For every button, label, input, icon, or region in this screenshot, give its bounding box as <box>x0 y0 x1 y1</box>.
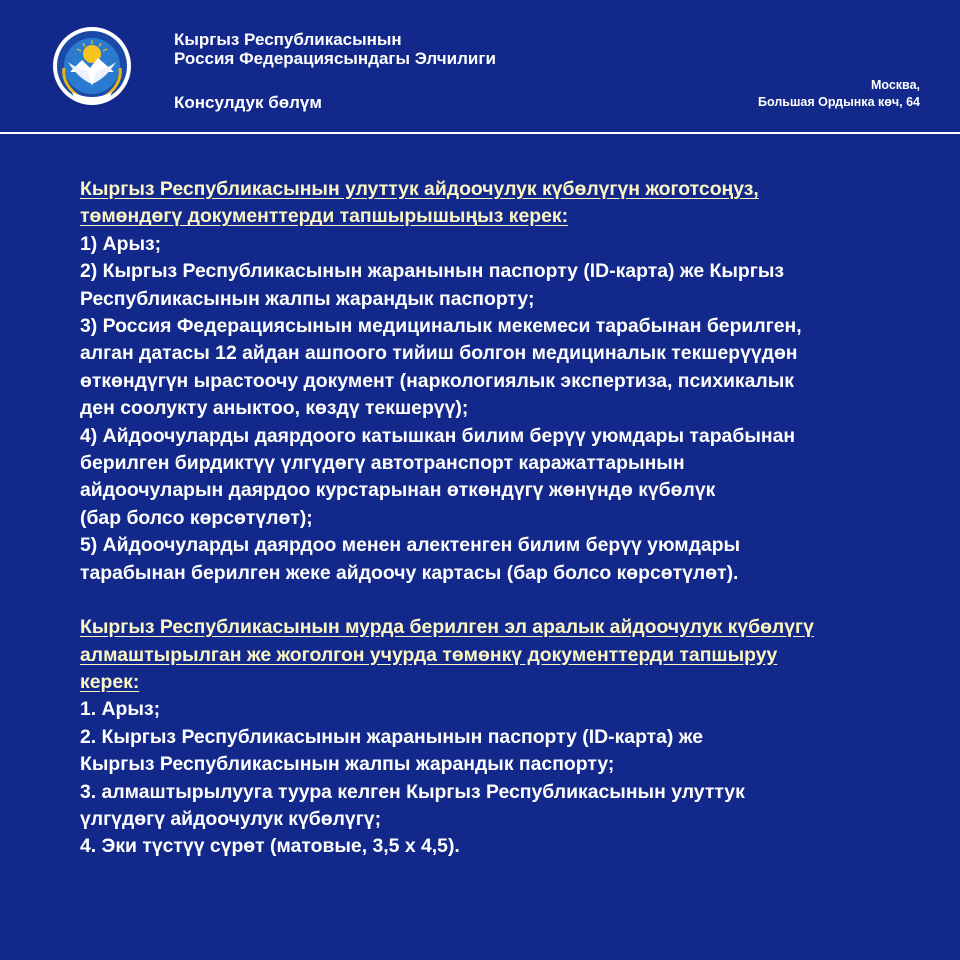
section-title-line: алмаштырылган же жоголгон учурда төмөнкү документтерди тапшыруу <box>80 643 778 666</box>
list-item-line: 3) Россия Федерациясынын медициналык мекемеси тарабынан берилген, <box>80 315 802 338</box>
section-title-line: Кыргыз Республикасынын мурда берилген эл аралык айдоочулук күбөлүгү <box>80 616 814 639</box>
page-header <box>0 0 960 134</box>
address-street: Большая Ордынка көч, 64 <box>758 95 920 109</box>
list-item-line: 2) Кыргыз Республикасынын жаранынын паспорту (ID-карта) же Кыргыз <box>80 260 785 283</box>
header-divider <box>0 132 960 134</box>
list-item-line: 4. Эки түстүү сүрөт (матовые, 3,5 х 4,5). <box>80 835 460 858</box>
section-title-line: керек: <box>80 670 140 693</box>
list-item-line: Республикасынын жалпы жарандык паспорту; <box>80 287 535 310</box>
section-international-license <box>80 614 930 861</box>
section-title-line: төмөндөгү документтерди тапшырышыңыз керек: <box>80 205 569 228</box>
section-title-line: Кыргыз Республикасынын улуттук айдоочулук күбөлүгүн жоготсоңуз, <box>80 178 759 200</box>
list-item-line: ден соолукту аныктоо, көздү текшерүү); <box>80 397 469 420</box>
embassy-name-line1: Кыргыз Республикасынын <box>174 30 402 49</box>
list-item-line: алган датасы 12 айдан ашпоого тийиш болгон медициналык текшерүүдөн <box>80 342 798 365</box>
list-item-line: айдоочуларын даярдоо курстарынан өткөндүгү жөнүндө күбөлүк <box>80 479 716 502</box>
list-item-line: үлгүдөгү айдоочулук күбөлүгү; <box>80 807 382 830</box>
list-item-line: 2. Кыргыз Республикасынын жаранынын паспорту (ID-карта) же <box>80 725 704 748</box>
list-item-line: 4) Айдоочуларды даярдоого катышкан билим берүү уюмдары тарабынан <box>80 424 796 447</box>
list-item-line: 5) Айдоочуларды даярдоо менен алектенген билим берүү уюмдары <box>80 534 741 557</box>
section-spacer <box>80 587 930 614</box>
address-city: Москва, <box>870 78 920 92</box>
kyrgyz-emblem-icon <box>52 26 132 106</box>
list-item-line: тарабынан берилген жеке айдоочу картасы (бар болсо көрсөтүлөт). <box>80 561 739 584</box>
department-name: Консулдук бөлүм <box>174 93 322 112</box>
list-item-line: Кыргыз Республикасынын жалпы жарандык паспорту; <box>80 753 615 776</box>
list-item-line: 3. алмаштырылууга туура келген Кыргыз Республикасынын улуттук <box>80 780 745 803</box>
list-item-line: 1) Арыз; <box>80 232 162 255</box>
section-national-license <box>80 176 930 587</box>
list-item-line: өткөндүгүн ырастоочу документ (наркологиялык экспертиза, психикалык <box>80 369 794 392</box>
embassy-name <box>174 30 496 68</box>
document-body <box>80 176 930 861</box>
embassy-name-line2: Россия Федерациясындагы Элчилиги <box>174 49 496 68</box>
address <box>758 77 920 111</box>
list-item-line: 1. Арыз; <box>80 698 161 721</box>
list-item-line: (бар болсо көрсөтүлөт); <box>80 506 313 529</box>
list-item-line: берилген бирдиктүү үлгүдөгү автотранспорт каражаттарынын <box>80 452 685 475</box>
